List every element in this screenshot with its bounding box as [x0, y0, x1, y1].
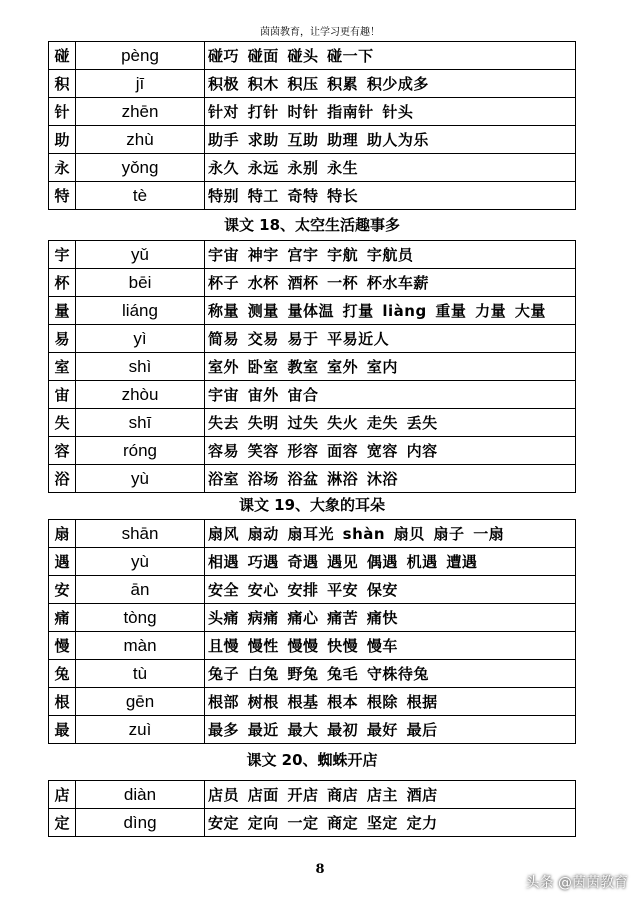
vocab-table-lesson-20 [48, 780, 576, 837]
table-row [49, 126, 576, 154]
words-cell: 安全 安心 安排 平安 保安 [205, 576, 576, 604]
words-cell: 永久 永远 永别 永生 [205, 154, 576, 182]
pinyin-cell: yǔ [76, 241, 205, 269]
table-row [49, 182, 576, 210]
pinyin-cell: zuì [76, 716, 205, 744]
pinyin-cell: liáng [76, 297, 205, 325]
pinyin-cell: shì [76, 353, 205, 381]
words-cell: 宇宙 宙外 宙合 [205, 381, 576, 409]
table-row [49, 42, 576, 70]
words-cell: 室外 卧室 教室 室外 室内 [205, 353, 576, 381]
table-row [49, 381, 576, 409]
pinyin-cell: zhù [76, 126, 205, 154]
character-cell: 店 [49, 781, 76, 809]
words-cell: 兔子 白兔 野兔 兔毛 守株待兔 [205, 660, 576, 688]
words-cell: 根部 树根 根基 根本 根除 根据 [205, 688, 576, 716]
character-cell: 失 [49, 409, 76, 437]
character-cell: 安 [49, 576, 76, 604]
table-row [49, 353, 576, 381]
pinyin-cell: jī [76, 70, 205, 98]
words-cell: 简易 交易 易于 平易近人 [205, 325, 576, 353]
pinyin-cell: gēn [76, 688, 205, 716]
character-cell: 遇 [49, 548, 76, 576]
character-cell: 易 [49, 325, 76, 353]
words-cell: 且慢 慢性 慢慢 快慢 慢车 [205, 632, 576, 660]
pinyin-cell: shān [76, 520, 205, 548]
character-cell: 宇 [49, 241, 76, 269]
character-cell: 慢 [49, 632, 76, 660]
words-cell: 容易 笑容 形容 面容 宽容 内容 [205, 437, 576, 465]
character-cell: 兔 [49, 660, 76, 688]
pinyin-cell: zhēn [76, 98, 205, 126]
character-cell: 定 [49, 809, 76, 837]
table-row [49, 70, 576, 98]
words-cell: 头痛 病痛 痛心 痛苦 痛快 [205, 604, 576, 632]
character-cell: 特 [49, 182, 76, 210]
words-cell: 称量 测量 量体温 打量 liàng 重量 力量 大量 [205, 297, 576, 325]
words-cell: 积极 积木 积压 积累 积少成多 [205, 70, 576, 98]
table-row [49, 576, 576, 604]
pinyin-cell: diàn [76, 781, 205, 809]
character-cell: 杯 [49, 269, 76, 297]
pinyin-cell: ān [76, 576, 205, 604]
table-row [49, 548, 576, 576]
page-header: 茵茵教育，让学习更有趣！ [260, 27, 380, 38]
words-cell: 安定 定向 一定 商定 坚定 定力 [205, 809, 576, 837]
character-cell: 痛 [49, 604, 76, 632]
pinyin-cell: yì [76, 325, 205, 353]
character-cell: 浴 [49, 465, 76, 493]
table-row [49, 241, 576, 269]
words-cell: 浴室 浴场 浴盆 淋浴 沐浴 [205, 465, 576, 493]
character-cell: 助 [49, 126, 76, 154]
character-cell: 针 [49, 98, 76, 126]
page-number: 8 [315, 862, 325, 877]
table-row [49, 604, 576, 632]
watermark-text: 头条 @茵茵教育 [525, 875, 628, 891]
pinyin-cell: màn [76, 632, 205, 660]
words-cell: 扇风 扇动 扇耳光 shàn 扇贝 扇子 一扇 [205, 520, 576, 548]
vocab-table-continued [48, 41, 576, 210]
table-row [49, 409, 576, 437]
table-row [49, 437, 576, 465]
pinyin-cell: yù [76, 465, 205, 493]
pinyin-cell: yǒng [76, 154, 205, 182]
words-cell: 助手 求助 互助 助理 助人为乐 [205, 126, 576, 154]
words-cell: 店员 店面 开店 商店 店主 酒店 [205, 781, 576, 809]
character-cell: 积 [49, 70, 76, 98]
pinyin-cell: tòng [76, 604, 205, 632]
pinyin-cell: pèng [76, 42, 205, 70]
words-cell: 相遇 巧遇 奇遇 遇见 偶遇 机遇 遭遇 [205, 548, 576, 576]
table-row [49, 809, 576, 837]
pinyin-cell: tù [76, 660, 205, 688]
table-row [49, 520, 576, 548]
table-row [49, 781, 576, 809]
words-cell: 杯子 水杯 酒杯 一杯 杯水车薪 [205, 269, 576, 297]
character-cell: 永 [49, 154, 76, 182]
table-row [49, 465, 576, 493]
pinyin-cell: zhòu [76, 381, 205, 409]
lesson-title: 课文 20、蜘蛛开店 [246, 751, 378, 769]
table-row [49, 716, 576, 744]
table-row [49, 297, 576, 325]
table-row [49, 269, 576, 297]
character-cell: 扇 [49, 520, 76, 548]
table-row [49, 632, 576, 660]
vocab-table-lesson-18 [48, 240, 576, 493]
words-cell: 失去 失明 过失 失火 走失 丢失 [205, 409, 576, 437]
pinyin-cell: tè [76, 182, 205, 210]
table-row [49, 688, 576, 716]
character-cell: 量 [49, 297, 76, 325]
character-cell: 最 [49, 716, 76, 744]
table-row [49, 325, 576, 353]
pinyin-cell: shī [76, 409, 205, 437]
character-cell: 碰 [49, 42, 76, 70]
vocab-table-lesson-19 [48, 519, 576, 744]
words-cell: 最多 最近 最大 最初 最好 最后 [205, 716, 576, 744]
pinyin-cell: bēi [76, 269, 205, 297]
pinyin-cell: dìng [76, 809, 205, 837]
table-row [49, 98, 576, 126]
table-row [49, 154, 576, 182]
character-cell: 室 [49, 353, 76, 381]
character-cell: 根 [49, 688, 76, 716]
words-cell: 宇宙 神宇 宫宇 宇航 宇航员 [205, 241, 576, 269]
words-cell: 碰巧 碰面 碰头 碰一下 [205, 42, 576, 70]
character-cell: 容 [49, 437, 76, 465]
table-row [49, 660, 576, 688]
pinyin-cell: róng [76, 437, 205, 465]
lesson-title: 课文 19、大象的耳朵 [238, 496, 386, 514]
words-cell: 特别 特工 奇特 特长 [205, 182, 576, 210]
pinyin-cell: yù [76, 548, 205, 576]
words-cell: 针对 打针 时针 指南针 针头 [205, 98, 576, 126]
character-cell: 宙 [49, 381, 76, 409]
lesson-title: 课文 18、太空生活趣事多 [223, 216, 401, 234]
